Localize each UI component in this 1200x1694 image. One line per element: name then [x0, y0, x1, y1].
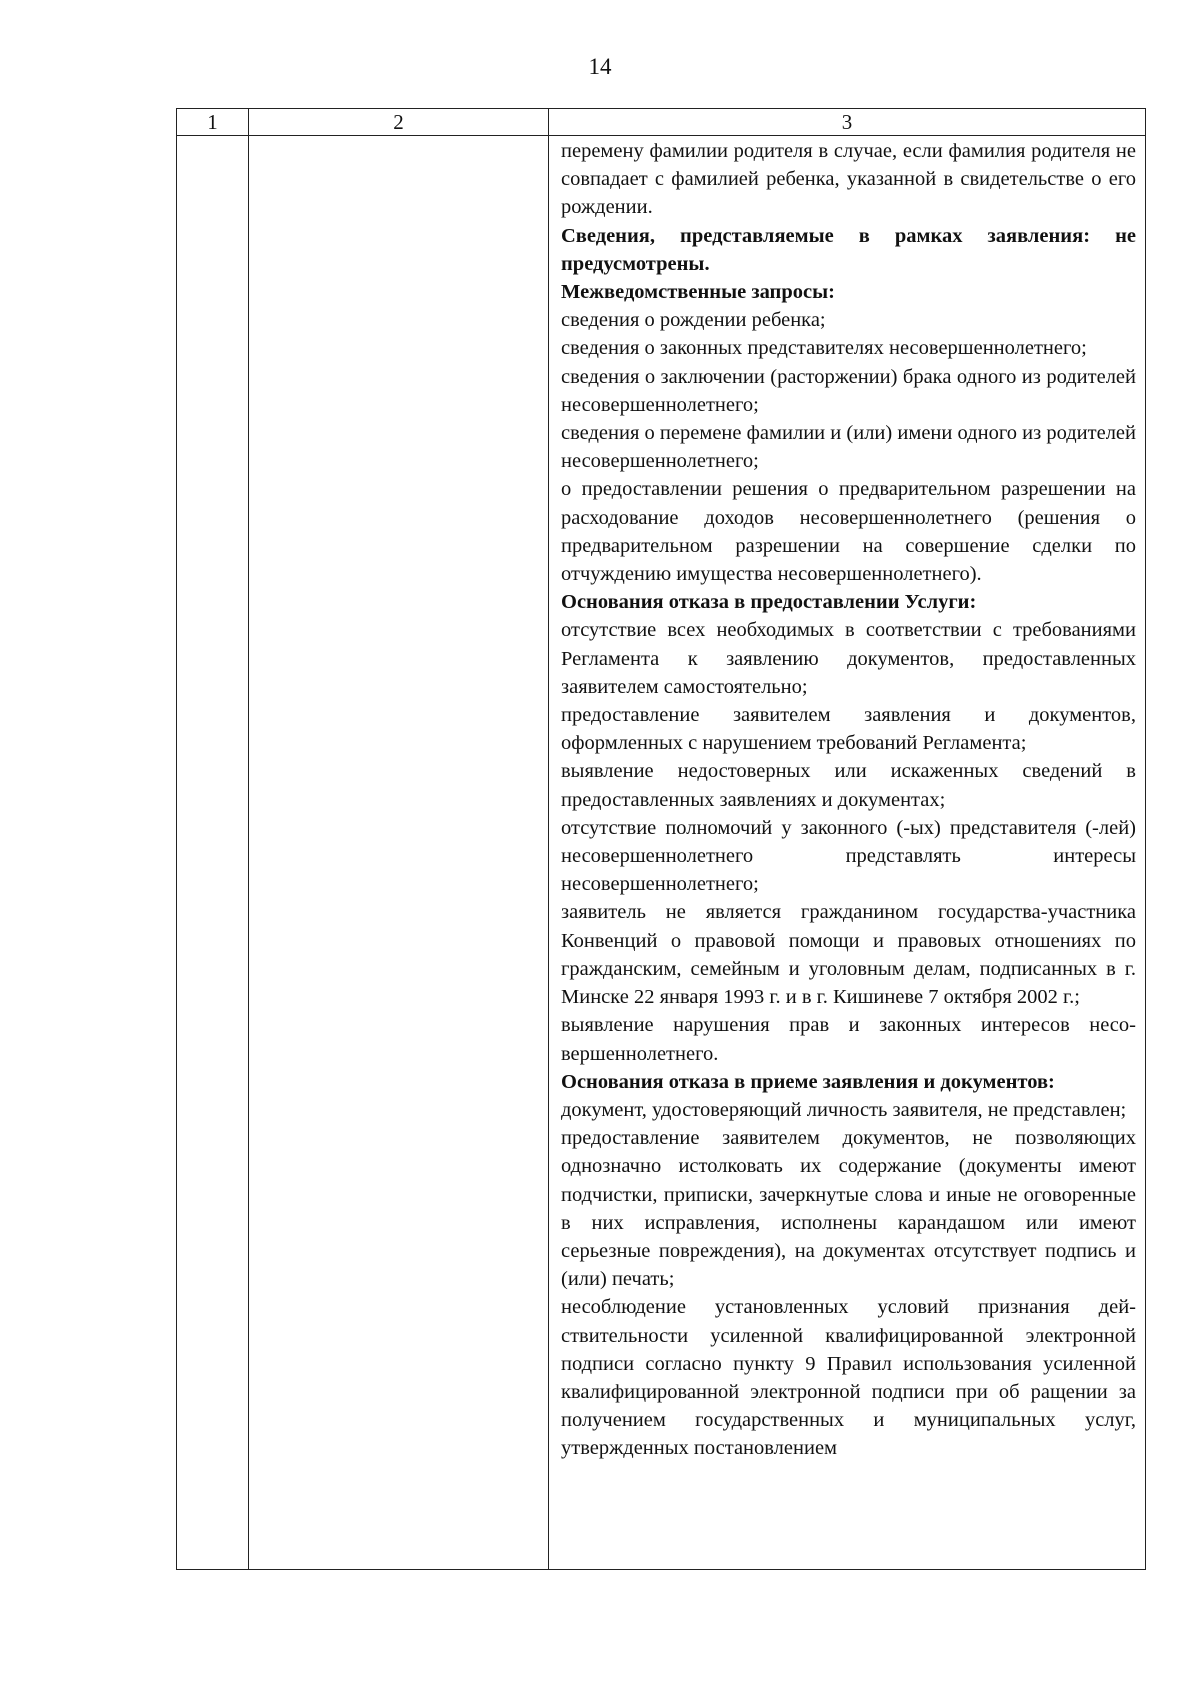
cell-column-2: [249, 136, 549, 1570]
column-header-2: 2: [249, 109, 549, 136]
document-table: [176, 108, 1146, 1570]
table-header-row: [177, 109, 1146, 136]
paragraph: отсутствие полномочий у законного (-ых) представителя (-лей) несовершеннолетнего представлять интересы несовершеннолетнего;: [561, 816, 1136, 896]
paragraph: о предоставлении решения о предварительном разрешении на расходование доходов несовершеннолетнего (решения о предварительном разрешении на совершение сделки по отчуждению имущества несовершеннолетнего).: [561, 478, 1136, 586]
paragraph: сведения о законных представителях несовершеннолетнего;: [561, 337, 1087, 360]
paragraph: несоблюдение установленных условий признания действительности усиленной квалифицированной электронной подписи согласно пункту 9 Правил использования усиленной квалифицированной электронной подписи при об ращении за получением государственных и муниципальных услуг, утвержденных постановлением: [561, 1296, 1136, 1460]
column-header-3: 3: [549, 109, 1146, 136]
section-heading: Основания отказа в предоставлении Услуги:: [561, 591, 977, 614]
paragraph: сведения о перемене фамилии и (или) имени одного из родителей несовершеннолетнего;: [561, 422, 1136, 473]
cell-column-3: [549, 136, 1146, 1570]
cell-column-1: [177, 136, 249, 1570]
section-heading: Сведения, представляемые в рамках заявления: не предусмотрены.: [561, 224, 1136, 275]
paragraph: сведения о заключении (расторжении) брака одного из родителей несовершеннолетнего;: [561, 365, 1136, 416]
section-heading: Основания отказа в приеме заявления и документов:: [561, 1070, 1055, 1093]
paragraph: перемену фамилии родителя в случае, если фамилия родителя не совпадает с фамилией ребенка, указанной в свидетельстве о его рождении.: [561, 140, 1136, 219]
paragraph: отсутствие всех необходимых в соответствии с требованиями Регламента к заявлению документов, предоставленных заявителем самостоятельно;: [561, 619, 1136, 698]
section-heading: Межведомственные запросы:: [561, 281, 835, 304]
column-3-text: [549, 136, 1145, 1569]
page-number: 14: [588, 54, 612, 79]
paragraph: предоставление заявителем документов, не позволяющих однозначно истолковать их содержание (документы имеют подчистки, приписки, зачеркнутые слова и иные не оговоренные в них исправления, исполнены карандашом или имеют серьезные повреждения), на документах отсутствует подпись и (или) печать;: [561, 1127, 1136, 1291]
paragraph: предоставление заявителем заявления и документов, оформленных с нарушением требований Регламента;: [561, 704, 1136, 755]
table-row: [177, 136, 1146, 1570]
paragraph: заявитель не является гражданином государства-участника Конвенций о правовой помощи и правовых отношениях по гражданским, семейным и уголовным делам, подписанных в г. Минске 22 января 1993 г. и в г. Кишиневе 7 октября 2002 г.;: [561, 901, 1136, 1009]
paragraph: выявление недостоверных или искаженных сведений в предоставленных заявлениях и документах;: [561, 760, 1136, 811]
column-header-1: 1: [177, 109, 249, 136]
paragraph: сведения о рождении ребенка;: [561, 309, 826, 332]
paragraph: документ, удостоверяющий личность заявителя, не представлен;: [561, 1098, 1127, 1121]
paragraph: выявление нарушения прав и законных интересов несовершеннолетнего.: [561, 1014, 1136, 1065]
